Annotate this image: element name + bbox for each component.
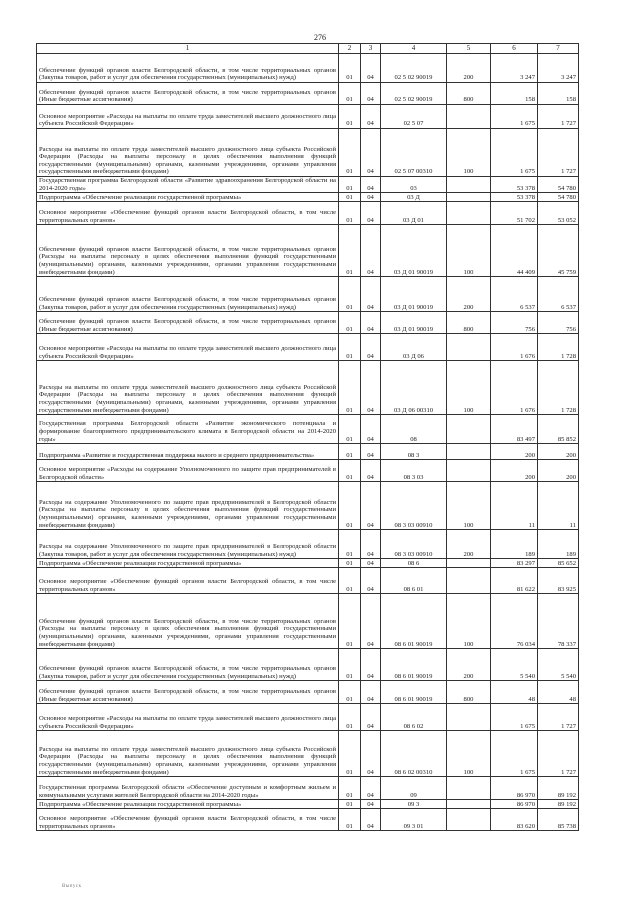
- row-name-cell: Подпрограмма «Обеспечение реализации государственной программы»: [37, 559, 339, 568]
- column-header: 1: [37, 44, 339, 54]
- section-code-cell: 01: [339, 54, 361, 83]
- subsection-code-cell: 04: [361, 809, 381, 831]
- table-row: [37, 731, 579, 777]
- subsection-code-cell: 04: [361, 129, 381, 177]
- amount-2019-cell: 1 675: [491, 731, 538, 777]
- section-code-cell: 01: [339, 225, 361, 277]
- amount-2019-cell: 83 497: [491, 415, 538, 444]
- table-row: [37, 105, 579, 129]
- amount-2020-cell: 6 537: [538, 277, 579, 312]
- subsection-code-cell: 04: [361, 681, 381, 704]
- row-name-cell: Обеспечение функций органов власти Белгородской области, в том числе территориальных органов (Иные бюджетные ассигнования): [37, 312, 339, 334]
- section-code-cell: 01: [339, 649, 361, 681]
- amount-2019-cell: 1 675: [491, 105, 538, 129]
- table-row: [37, 530, 579, 559]
- table-row: [37, 54, 579, 83]
- amount-2020-cell: 200: [538, 444, 579, 460]
- subsection-code-cell: 04: [361, 777, 381, 800]
- table-row: [37, 568, 579, 594]
- amount-2020-cell: 1 727: [538, 731, 579, 777]
- amount-2020-cell: 85 852: [538, 415, 579, 444]
- amount-2019-cell: 81 622: [491, 568, 538, 594]
- target-article-cell: 03 Д 01 90019: [381, 225, 447, 277]
- amount-2020-cell: 1 728: [538, 361, 579, 415]
- expense-type-cell: [447, 105, 491, 129]
- target-article-cell: 02 5 07 00310: [381, 129, 447, 177]
- subsection-code-cell: 04: [361, 193, 381, 202]
- subsection-code-cell: 04: [361, 334, 381, 361]
- expense-type-cell: 200: [447, 530, 491, 559]
- target-article-cell: 02 5 02 90019: [381, 54, 447, 83]
- expense-type-cell: [447, 177, 491, 193]
- amount-2019-cell: 200: [491, 460, 538, 482]
- row-name-cell: Обеспечение функций органов власти Белгородской области, в том числе территориальных органов (Иные бюджетные ассигнования): [37, 681, 339, 704]
- amount-2019-cell: 1 676: [491, 361, 538, 415]
- budget-table: [36, 43, 579, 831]
- amount-2019-cell: 158: [491, 83, 538, 105]
- row-name-cell: Основное мероприятие «Расходы на выплаты по оплате труда заместителей высшего должностного лица субъекта Российской Федерации»: [37, 334, 339, 361]
- subsection-code-cell: 04: [361, 202, 381, 225]
- section-code-cell: 01: [339, 193, 361, 202]
- amount-2019-cell: 44 409: [491, 225, 538, 277]
- table-row: [37, 594, 579, 649]
- amount-2019-cell: 51 702: [491, 202, 538, 225]
- amount-2020-cell: 1 728: [538, 334, 579, 361]
- amount-2020-cell: 85 738: [538, 809, 579, 831]
- expense-type-cell: [447, 202, 491, 225]
- table-row: [37, 800, 579, 809]
- column-header: 4: [381, 44, 447, 54]
- table-row: [37, 482, 579, 530]
- expense-type-cell: 100: [447, 129, 491, 177]
- target-article-cell: 02 5 02 90019: [381, 83, 447, 105]
- subsection-code-cell: 04: [361, 530, 381, 559]
- row-name-cell: Государственная программа Белгородской области «Развитие экономического потенциала и формирование благоприятного предпринимательского климата в Белгородской области на 2014-2020 годы»: [37, 415, 339, 444]
- subsection-code-cell: 04: [361, 177, 381, 193]
- subsection-code-cell: 04: [361, 54, 381, 83]
- section-code-cell: 01: [339, 559, 361, 568]
- amount-2020-cell: 11: [538, 482, 579, 530]
- row-name-cell: Обеспечение функций органов власти Белгородской области, в том числе территориальных органов (Закупка товаров, работ и услуг для обеспечения государственных (муниципальных) нужд): [37, 649, 339, 681]
- amount-2019-cell: 3 247: [491, 54, 538, 83]
- section-code-cell: 01: [339, 177, 361, 193]
- expense-type-cell: 800: [447, 83, 491, 105]
- subsection-code-cell: 04: [361, 361, 381, 415]
- subsection-code-cell: 04: [361, 649, 381, 681]
- table-row: [37, 704, 579, 731]
- amount-2019-cell: 11: [491, 482, 538, 530]
- expense-type-cell: [447, 777, 491, 800]
- column-header: 7: [538, 44, 579, 54]
- expense-type-cell: 100: [447, 361, 491, 415]
- target-article-cell: 08 3 03 00910: [381, 482, 447, 530]
- table-row: [37, 681, 579, 704]
- target-article-cell: 08 6 01 90019: [381, 681, 447, 704]
- section-code-cell: 01: [339, 809, 361, 831]
- subsection-code-cell: 04: [361, 731, 381, 777]
- amount-2020-cell: 189: [538, 530, 579, 559]
- subsection-code-cell: 04: [361, 312, 381, 334]
- row-name-cell: Основное мероприятие «Расходы на выплаты по оплате труда заместителей высшего должностного лица субъекта Российской Федерации»: [37, 105, 339, 129]
- row-name-cell: Расходы на выплаты по оплате труда заместителей высшего должностного лица субъекта Российской Федерации (Расходы на выплаты персоналу в целях обеспечения выполнения функций государственными (муниципальными) органами, казенными учреждениями, органами управления государственными внебюджетными фондами): [37, 129, 339, 177]
- table-row: [37, 225, 579, 277]
- subsection-code-cell: 04: [361, 444, 381, 460]
- expense-type-cell: 100: [447, 731, 491, 777]
- target-article-cell: 08 6: [381, 559, 447, 568]
- amount-2019-cell: 83 620: [491, 809, 538, 831]
- row-name-cell: Обеспечение функций органов власти Белгородской области, в том числе территориальных органов (Расходы на выплаты персоналу в целях обеспечения выполнения функций государственными (муниципальными) органами, казенными учреждениями, органами управления государственными внебюджетными фондами): [37, 594, 339, 649]
- amount-2019-cell: 48: [491, 681, 538, 704]
- expense-type-cell: [447, 704, 491, 731]
- subsection-code-cell: 04: [361, 415, 381, 444]
- row-name-cell: Расходы на содержание Уполномоченного по защите прав предпринимателей в Белгородской области (Расходы на выплаты персоналу в целях обеспечения выполнения функций государственными (муниципальными) органами, казенными учреждениями, органами управления государственными внебюджетными фондами): [37, 482, 339, 530]
- subsection-code-cell: 04: [361, 83, 381, 105]
- section-code-cell: 01: [339, 681, 361, 704]
- amount-2019-cell: 200: [491, 444, 538, 460]
- amount-2020-cell: 85 652: [538, 559, 579, 568]
- subsection-code-cell: 04: [361, 460, 381, 482]
- table-row: [37, 559, 579, 568]
- section-code-cell: 01: [339, 361, 361, 415]
- amount-2020-cell: 158: [538, 83, 579, 105]
- amount-2020-cell: 54 780: [538, 193, 579, 202]
- row-name-cell: Основное мероприятие «Обеспечение функций органов власти Белгородской области, в том числе территориальных органов»: [37, 568, 339, 594]
- section-code-cell: 01: [339, 704, 361, 731]
- section-code-cell: 01: [339, 202, 361, 225]
- section-code-cell: 01: [339, 444, 361, 460]
- amount-2020-cell: 45 759: [538, 225, 579, 277]
- section-code-cell: 01: [339, 800, 361, 809]
- column-header: 2: [339, 44, 361, 54]
- amount-2019-cell: 86 970: [491, 777, 538, 800]
- amount-2019-cell: 1 675: [491, 704, 538, 731]
- expense-type-cell: 100: [447, 225, 491, 277]
- amount-2019-cell: 53 378: [491, 193, 538, 202]
- subsection-code-cell: 04: [361, 594, 381, 649]
- target-article-cell: 08 6 02 00310: [381, 731, 447, 777]
- row-name-cell: Подпрограмма «Обеспечение реализации государственной программы»: [37, 193, 339, 202]
- section-code-cell: 01: [339, 482, 361, 530]
- expense-type-cell: [447, 415, 491, 444]
- expense-type-cell: [447, 444, 491, 460]
- target-article-cell: 09: [381, 777, 447, 800]
- section-code-cell: 01: [339, 460, 361, 482]
- expense-type-cell: 200: [447, 277, 491, 312]
- row-name-cell: Обеспечение функций органов власти Белгородской области, в том числе территориальных органов (Иные бюджетные ассигнования): [37, 83, 339, 105]
- section-code-cell: 01: [339, 731, 361, 777]
- target-article-cell: 08 6 01: [381, 568, 447, 594]
- target-article-cell: 08 6 01 90019: [381, 649, 447, 681]
- amount-2019-cell: 86 970: [491, 800, 538, 809]
- section-code-cell: 01: [339, 129, 361, 177]
- row-name-cell: Государственная программа Белгородской области «Обеспечение доступным и комфортным жильем и коммунальными услугами жителей Белгородской области на 2014-2020 годы»: [37, 777, 339, 800]
- amount-2020-cell: 1 727: [538, 105, 579, 129]
- expense-type-cell: 100: [447, 594, 491, 649]
- section-code-cell: 01: [339, 334, 361, 361]
- subsection-code-cell: 04: [361, 482, 381, 530]
- target-article-cell: 09 3 01: [381, 809, 447, 831]
- subsection-code-cell: 04: [361, 105, 381, 129]
- table-row: [37, 334, 579, 361]
- expense-type-cell: 200: [447, 649, 491, 681]
- expense-type-cell: [447, 334, 491, 361]
- amount-2019-cell: 76 034: [491, 594, 538, 649]
- expense-type-cell: [447, 568, 491, 594]
- amount-2019-cell: 5 540: [491, 649, 538, 681]
- section-code-cell: 01: [339, 312, 361, 334]
- target-article-cell: 03 Д 01 90019: [381, 277, 447, 312]
- section-code-cell: 01: [339, 415, 361, 444]
- expense-type-cell: 200: [447, 54, 491, 83]
- target-article-cell: 08: [381, 415, 447, 444]
- target-article-cell: 02 5 07: [381, 105, 447, 129]
- amount-2019-cell: 1 676: [491, 334, 538, 361]
- subsection-code-cell: 04: [361, 277, 381, 312]
- subsection-code-cell: 04: [361, 225, 381, 277]
- table-row: [37, 415, 579, 444]
- table-row: [37, 361, 579, 415]
- amount-2020-cell: 3 247: [538, 54, 579, 83]
- table-row: [37, 83, 579, 105]
- amount-2020-cell: 53 052: [538, 202, 579, 225]
- expense-type-cell: 800: [447, 681, 491, 704]
- row-name-cell: Основное мероприятие «Обеспечение функций органов власти Белгородской области, в том числе территориальных органов»: [37, 809, 339, 831]
- target-article-cell: 03 Д: [381, 193, 447, 202]
- section-code-cell: 01: [339, 277, 361, 312]
- table-row: [37, 809, 579, 831]
- row-name-cell: Обеспечение функций органов власти Белгородской области, в том числе территориальных органов (Расходы на выплаты персоналу в целях обеспечения выполнения функций государственными (муниципальными) органами, казенными учреждениями, органами управления государственными внебюджетными фондами): [37, 225, 339, 277]
- amount-2020-cell: 1 727: [538, 704, 579, 731]
- target-article-cell: 08 3 03: [381, 460, 447, 482]
- amount-2019-cell: 83 297: [491, 559, 538, 568]
- section-code-cell: 01: [339, 105, 361, 129]
- target-article-cell: 08 6 01 90019: [381, 594, 447, 649]
- amount-2020-cell: 756: [538, 312, 579, 334]
- row-name-cell: Подпрограмма «Обеспечение реализации государственной программы»: [37, 800, 339, 809]
- row-name-cell: Расходы на выплаты по оплате труда заместителей высшего должностного лица субъекта Российской Федерации (Расходы на выплаты персоналу в целях обеспечения выполнения функций государственными (муниципальными) органами, казенными учреждениями, органами управления государственными внебюджетными фондами): [37, 731, 339, 777]
- target-article-cell: 08 3 03 00910: [381, 530, 447, 559]
- amount-2019-cell: 53 378: [491, 177, 538, 193]
- row-name-cell: Основное мероприятие «Расходы на выплаты по оплате труда заместителей высшего должностного лица субъекта Российской Федерации»: [37, 704, 339, 731]
- row-name-cell: Расходы на содержание Уполномоченного по защите прав предпринимателей в Белгородской области (Закупка товаров, работ и услуг для обеспечения государственных (муниципальных) нужд): [37, 530, 339, 559]
- target-article-cell: 08 6 02: [381, 704, 447, 731]
- column-header: 3: [361, 44, 381, 54]
- table-row: [37, 460, 579, 482]
- table-header-row: [37, 44, 579, 54]
- amount-2020-cell: 54 780: [538, 177, 579, 193]
- amount-2019-cell: 6 537: [491, 277, 538, 312]
- amount-2020-cell: 5 540: [538, 649, 579, 681]
- row-name-cell: Государственная программа Белгородской области «Развитие здравоохранения Белгородской области на 2014-2020 годы»: [37, 177, 339, 193]
- expense-type-cell: 100: [447, 482, 491, 530]
- subsection-code-cell: 04: [361, 568, 381, 594]
- row-name-cell: Подпрограмма «Развитие и государственная поддержка малого и среднего предпринимательства»: [37, 444, 339, 460]
- expense-type-cell: [447, 193, 491, 202]
- amount-2019-cell: 189: [491, 530, 538, 559]
- section-code-cell: 01: [339, 777, 361, 800]
- expense-type-cell: [447, 559, 491, 568]
- table-row: [37, 202, 579, 225]
- table-row: [37, 444, 579, 460]
- table-row: [37, 777, 579, 800]
- amount-2020-cell: 83 925: [538, 568, 579, 594]
- row-name-cell: Обеспечение функций органов власти Белгородской области, в том числе территориальных органов (Закупка товаров, работ и услуг для обеспечения государственных (муниципальных) нужд): [37, 277, 339, 312]
- section-code-cell: 01: [339, 83, 361, 105]
- target-article-cell: 09 3: [381, 800, 447, 809]
- amount-2019-cell: 1 675: [491, 129, 538, 177]
- amount-2019-cell: 756: [491, 312, 538, 334]
- amount-2020-cell: 89 192: [538, 800, 579, 809]
- target-article-cell: 03 Д 06 00310: [381, 361, 447, 415]
- amount-2020-cell: 78 337: [538, 594, 579, 649]
- section-code-cell: 01: [339, 594, 361, 649]
- row-name-cell: Основное мероприятие «Обеспечение функций органов власти Белгородской области, в том числе территориальных органов»: [37, 202, 339, 225]
- expense-type-cell: [447, 460, 491, 482]
- amount-2020-cell: 200: [538, 460, 579, 482]
- amount-2020-cell: 1 727: [538, 129, 579, 177]
- section-code-cell: 01: [339, 568, 361, 594]
- target-article-cell: 03 Д 01 90019: [381, 312, 447, 334]
- expense-type-cell: [447, 809, 491, 831]
- table-row: [37, 177, 579, 193]
- section-code-cell: 01: [339, 530, 361, 559]
- target-article-cell: 03: [381, 177, 447, 193]
- row-name-cell: Расходы на выплаты по оплате труда заместителей высшего должностного лица субъекта Российской Федерации (Расходы на выплаты персоналу в целях обеспечения выполнения функций государственными (муниципальными) органами, казенными учреждениями, органами управления государственными внебюджетными фондами): [37, 361, 339, 415]
- target-article-cell: 08 3: [381, 444, 447, 460]
- target-article-cell: 03 Д 06: [381, 334, 447, 361]
- expense-type-cell: 800: [447, 312, 491, 334]
- amount-2020-cell: 89 192: [538, 777, 579, 800]
- amount-2020-cell: 48: [538, 681, 579, 704]
- expense-type-cell: [447, 800, 491, 809]
- subsection-code-cell: 04: [361, 800, 381, 809]
- column-header: 6: [491, 44, 538, 54]
- target-article-cell: 03 Д 01: [381, 202, 447, 225]
- table-row: [37, 129, 579, 177]
- subsection-code-cell: 04: [361, 704, 381, 731]
- column-header: 5: [447, 44, 491, 54]
- table-row: [37, 193, 579, 202]
- table-row: [37, 312, 579, 334]
- table-row: [37, 277, 579, 312]
- table-row: [37, 649, 579, 681]
- row-name-cell: Основное мероприятие «Расходы на содержание Уполномоченного по защите прав предпринимателей в Белгородской области»: [37, 460, 339, 482]
- page-number: 276: [314, 33, 326, 42]
- subsection-code-cell: 04: [361, 559, 381, 568]
- row-name-cell: Обеспечение функций органов власти Белгородской области, в том числе территориальных органов (Закупка товаров, работ и услуг для обеспечения государственных (муниципальных) нужд): [37, 54, 339, 83]
- footer-mark: Выпуск: [62, 884, 82, 889]
